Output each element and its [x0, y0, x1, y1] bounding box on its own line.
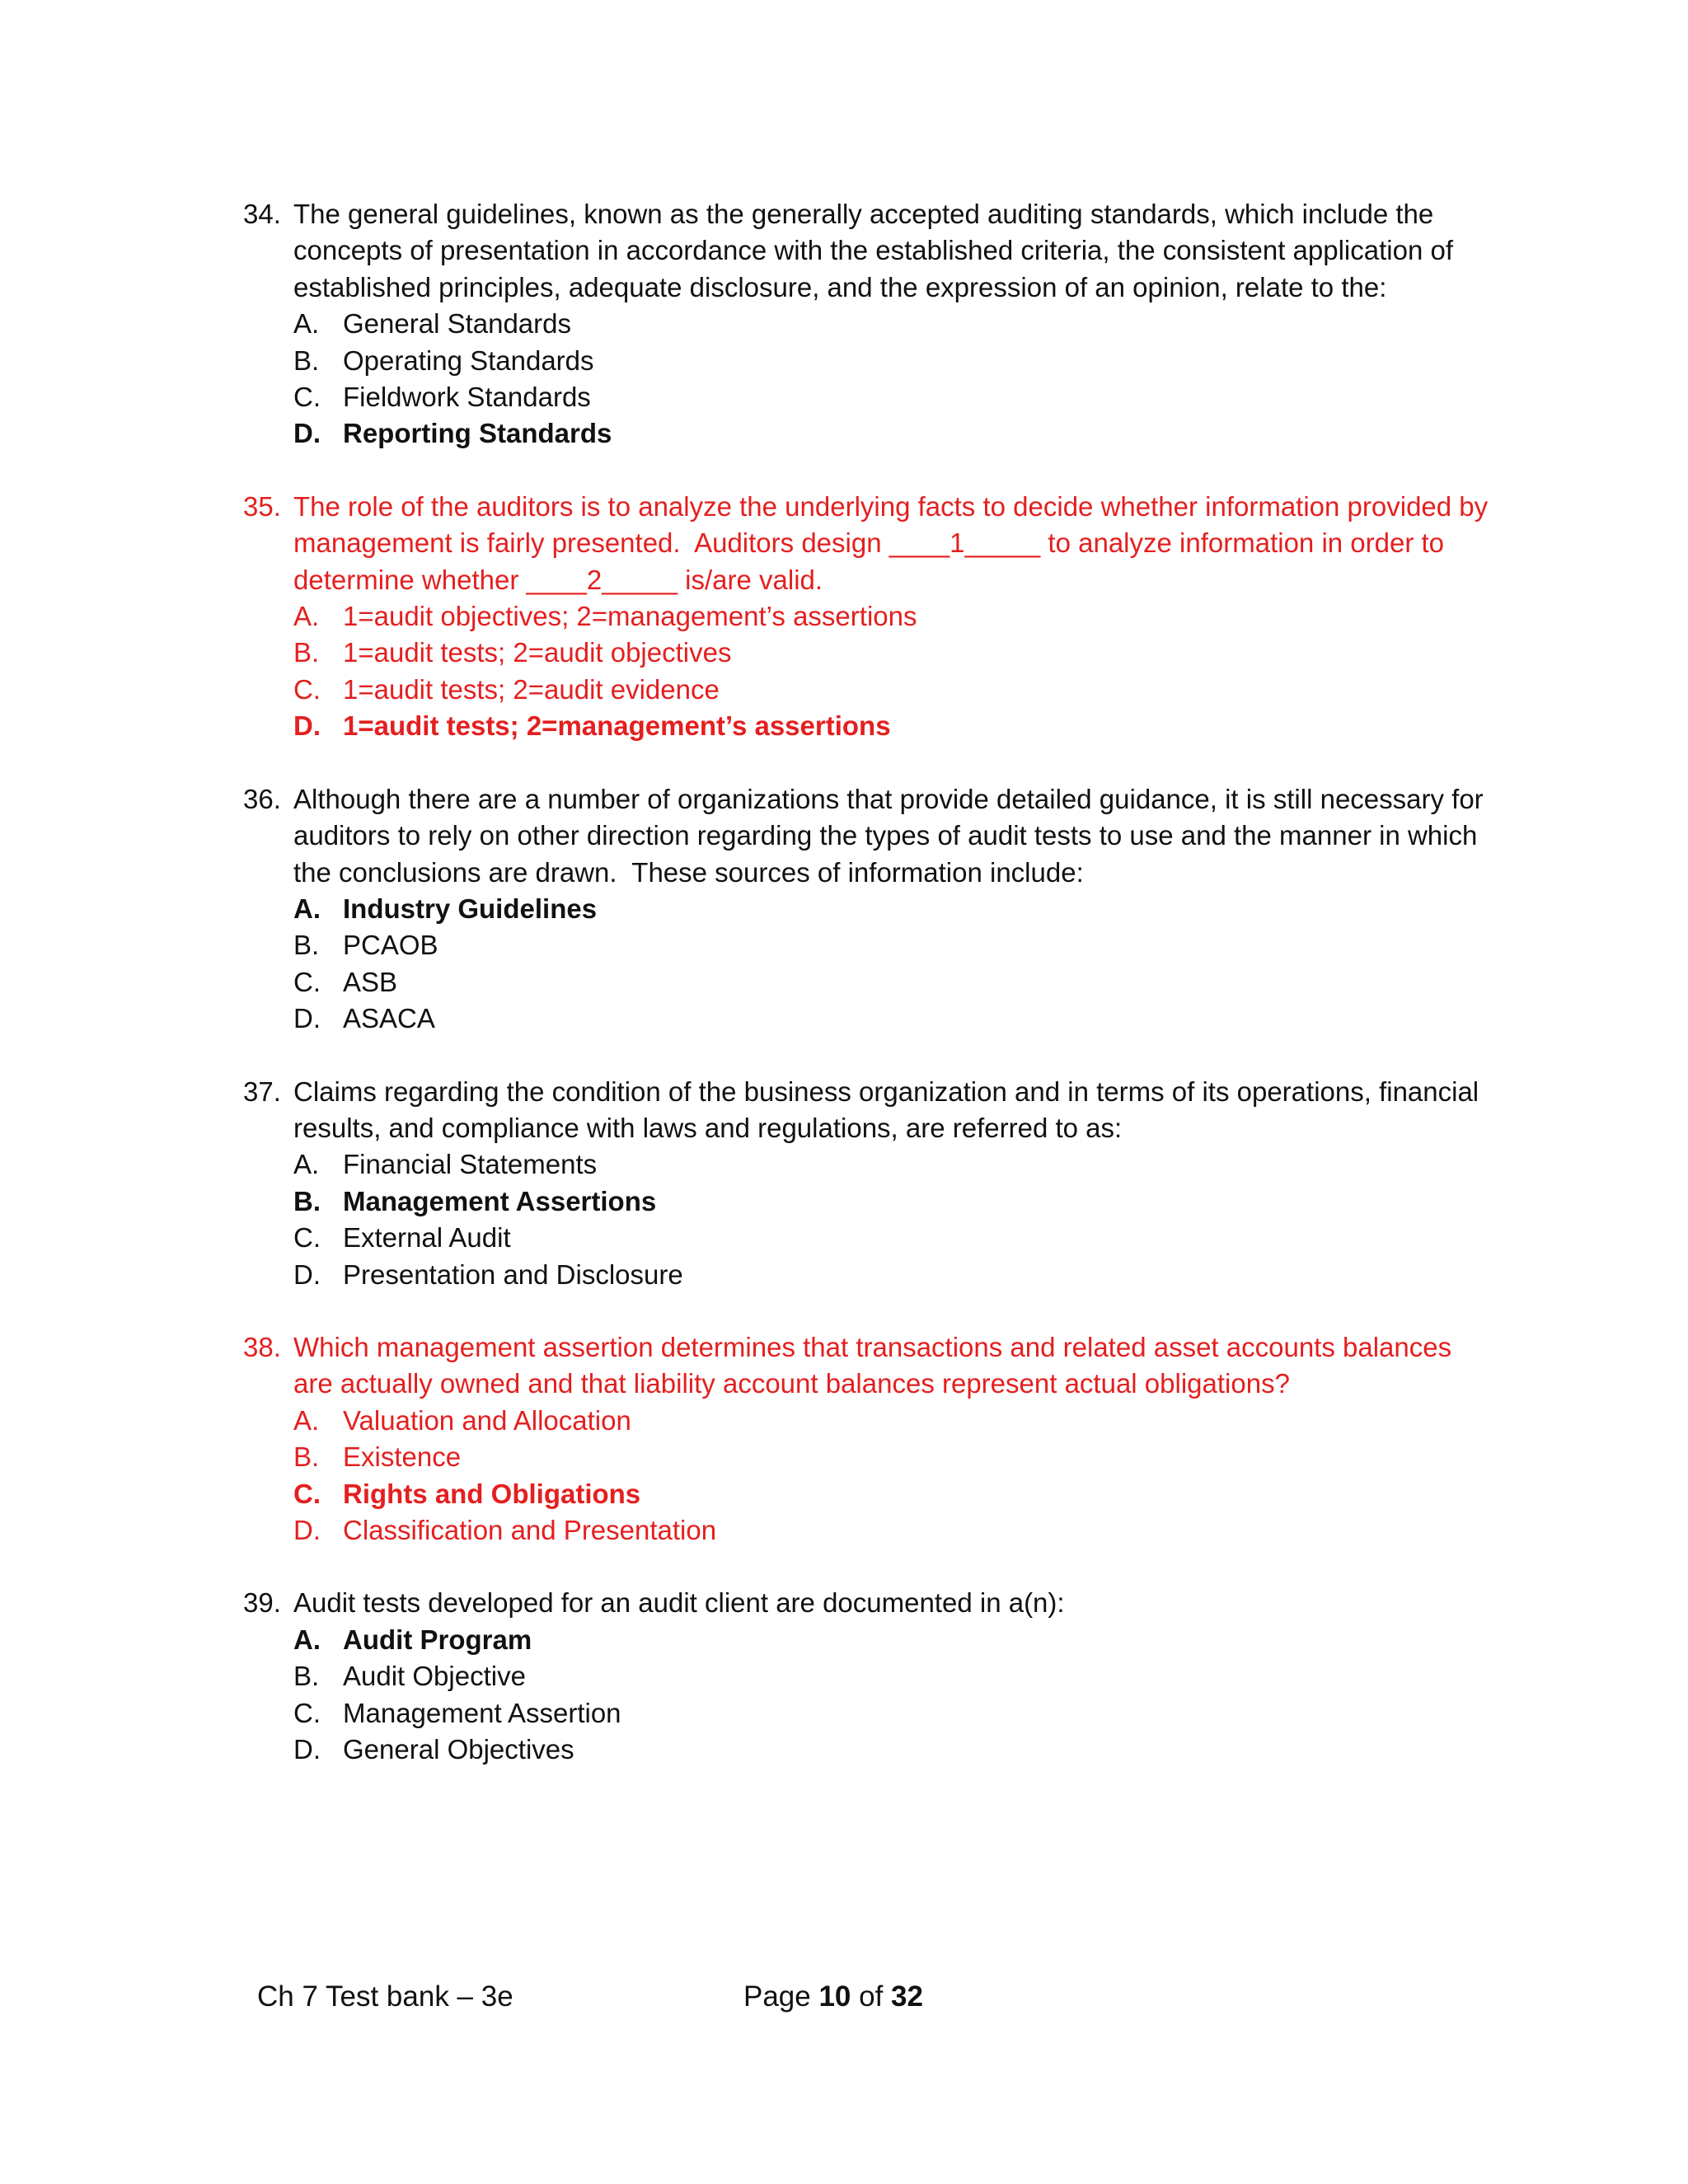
question-text: The role of the auditors is to analyze the underlying facts to decide whether information provided by management is fairly presented. Auditors design ____1_____ to analyze information in order to determine whether ____2_____ is/are valid.	[293, 490, 1496, 595]
question-number: 38.	[243, 1331, 281, 1362]
question-list	[243, 196, 1496, 1804]
option-letter: C.	[293, 382, 321, 413]
option-text: Rights and Obligations	[343, 1478, 641, 1509]
question-39	[243, 1585, 1496, 1768]
question-text: Which management assertion determines that transactions and related asset accounts balances are actually owned and that liability account balances represent actual obligations?	[293, 1331, 1460, 1399]
option-letter: C.	[293, 1222, 321, 1254]
question-stem	[243, 196, 1496, 306]
question-number: 36.	[243, 783, 281, 814]
option-letter: A.	[293, 601, 320, 632]
answer-option	[243, 635, 1496, 671]
answer-option	[243, 672, 1496, 708]
answer-option	[243, 1439, 1496, 1475]
answer-option	[243, 1695, 1496, 1732]
option-text: General Standards	[343, 308, 572, 340]
answer-option	[243, 964, 1496, 1001]
option-text: General Objectives	[343, 1734, 574, 1765]
option-letter: B.	[293, 1661, 320, 1692]
option-text: Classification and Presentation	[343, 1515, 717, 1545]
question-stem	[243, 1329, 1496, 1403]
answer-option	[243, 927, 1496, 963]
option-text: Management Assertion	[343, 1697, 621, 1728]
answer-option-correct	[243, 1183, 1496, 1220]
answer-option	[243, 379, 1496, 415]
answer-option	[243, 1512, 1496, 1549]
question-text: Although there are a number of organizations that provide detailed guidance, it is still necessary for auditors to rely on other direction regarding the types of audit tests to use and the manner in which the conclusions are drawn. These sources of information include:	[293, 783, 1491, 888]
question-37	[243, 1074, 1496, 1293]
option-letter: C.	[293, 1478, 321, 1509]
answer-option	[243, 343, 1496, 379]
option-text: ASB	[343, 966, 398, 997]
option-letter: B.	[293, 637, 320, 668]
footer-page-number	[743, 1976, 923, 2018]
answer-option	[243, 1257, 1496, 1293]
option-text: Audit Program	[343, 1624, 532, 1655]
question-34	[243, 196, 1496, 452]
option-text: Reporting Standards	[343, 418, 612, 449]
option-letter: A.	[293, 1624, 321, 1655]
current-page: 10	[818, 1980, 851, 2013]
question-38	[243, 1329, 1496, 1549]
option-text: External Audit	[343, 1222, 511, 1254]
option-text: PCAOB	[343, 930, 438, 961]
option-text: 1=audit objectives; 2=management’s assertions	[343, 601, 917, 632]
answer-option	[243, 1658, 1496, 1694]
option-letter: C.	[293, 1697, 321, 1728]
option-letter: D.	[293, 710, 321, 742]
option-text: 1=audit tests; 2=management’s assertions	[343, 710, 891, 742]
answer-options	[243, 1622, 1496, 1769]
footer-document-title: Ch 7 Test bank – 3e	[257, 1980, 513, 2013]
option-letter: D.	[293, 1734, 321, 1765]
option-letter: D.	[293, 1258, 321, 1290]
option-letter: B.	[293, 344, 320, 376]
option-text: Audit Objective	[343, 1661, 526, 1692]
option-text: 1=audit tests; 2=audit evidence	[343, 673, 720, 705]
question-stem	[243, 781, 1496, 891]
option-text: 1=audit tests; 2=audit objectives	[343, 637, 732, 668]
answer-option-correct	[243, 1622, 1496, 1658]
option-letter: A.	[293, 308, 320, 340]
question-text: Audit tests developed for an audit client are documented in a(n):	[293, 1587, 1065, 1619]
option-letter: D.	[293, 1003, 321, 1034]
answer-option	[243, 598, 1496, 635]
answer-options	[243, 1146, 1496, 1293]
answer-option-correct	[243, 891, 1496, 927]
page-footer	[0, 1976, 1688, 2018]
option-text: Management Assertions	[343, 1185, 657, 1216]
option-text: Financial Statements	[343, 1149, 598, 1180]
answer-option	[243, 1403, 1496, 1439]
option-text: Valuation and Allocation	[343, 1404, 631, 1436]
answer-option	[243, 1732, 1496, 1768]
option-text: Presentation and Disclosure	[343, 1258, 683, 1290]
question-stem	[243, 1074, 1496, 1147]
answer-options	[243, 598, 1496, 745]
question-number: 37.	[243, 1076, 281, 1107]
option-text: Industry Guidelines	[343, 893, 598, 924]
question-text: The general guidelines, known as the generally accepted auditing standards, which include the concepts of presentation in accordance with the established criteria, the consistent application of established principles, adequate disclosure, and the expression of an opinion, relate to the:	[293, 199, 1461, 302]
page-label: Page	[743, 1980, 819, 2013]
page-separator: of	[851, 1980, 892, 2013]
answer-option-correct	[243, 1476, 1496, 1512]
answer-option	[243, 1146, 1496, 1183]
option-letter: A.	[293, 893, 321, 924]
answer-option	[243, 306, 1496, 342]
option-text: Operating Standards	[343, 344, 594, 376]
answer-option-correct	[243, 415, 1496, 452]
option-letter: B.	[293, 1185, 321, 1216]
option-text: ASACA	[343, 1003, 435, 1034]
answer-option-correct	[243, 708, 1496, 744]
option-text: Existence	[343, 1441, 462, 1473]
answer-options	[243, 1403, 1496, 1549]
question-36	[243, 781, 1496, 1038]
total-pages: 32	[891, 1980, 923, 2013]
option-text: Fieldwork Standards	[343, 382, 591, 413]
question-number: 39.	[243, 1587, 281, 1619]
option-letter: A.	[293, 1404, 320, 1436]
question-number: 34.	[243, 199, 281, 229]
option-letter: B.	[293, 930, 320, 961]
answer-options	[243, 306, 1496, 452]
option-letter: C.	[293, 673, 321, 705]
question-stem	[243, 1585, 1496, 1621]
question-text: Claims regarding the condition of the business organization and in terms of its operations, financial results, and compliance with laws and regulations, are referred to as:	[293, 1076, 1487, 1143]
option-letter: D.	[293, 1515, 321, 1545]
question-stem	[243, 489, 1496, 598]
option-letter: D.	[293, 418, 321, 449]
question-35	[243, 489, 1496, 745]
question-number: 35.	[243, 490, 281, 522]
answer-option	[243, 1220, 1496, 1256]
answer-option	[243, 1001, 1496, 1037]
option-letter: C.	[293, 966, 321, 997]
answer-options	[243, 891, 1496, 1038]
option-letter: B.	[293, 1441, 320, 1473]
option-letter: A.	[293, 1149, 320, 1180]
